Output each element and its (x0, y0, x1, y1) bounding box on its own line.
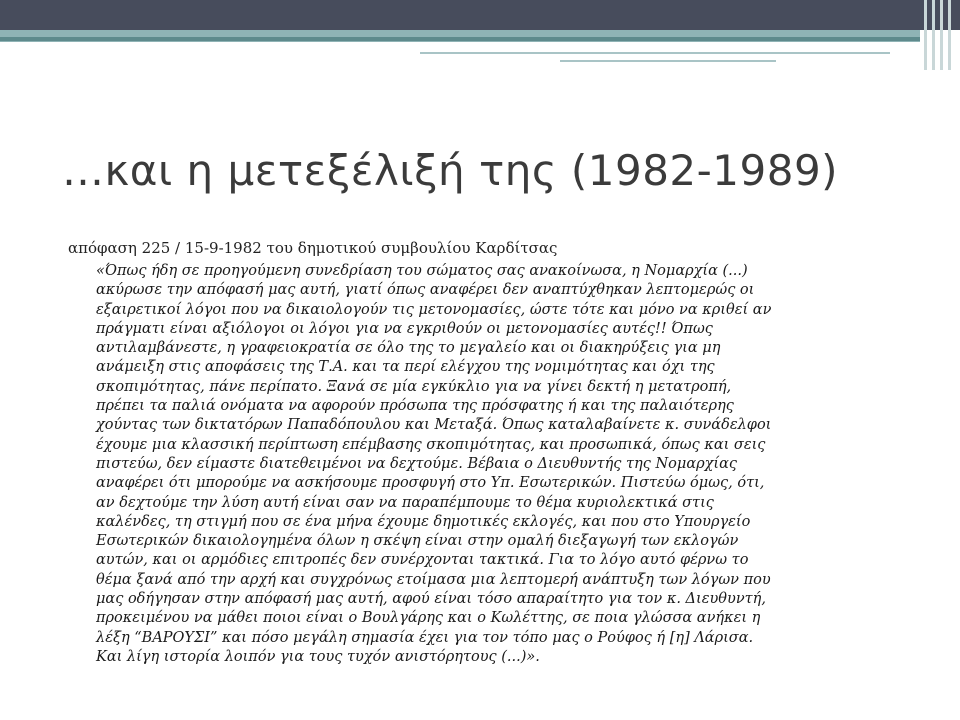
accent-band-dark (0, 37, 920, 41)
quote-line: αυτών, και οι αρμόδιες επιτροπές δεν συνέρχονται τακτικά. Για το λόγο αυτό φέρνω το (96, 552, 749, 569)
slide-subtitle: απόφαση 225 / 15-9-1982 του δημοτικού συμβουλίου Καρδίτσας (68, 239, 558, 257)
quote-line: αν δεχτούμε την λύση αυτή είναι σαν να παραπέμπουμε το θέμα κυριολεκτικά στις (96, 494, 714, 511)
quote-line: λέξη “ΒΑΡΟΥΣΙ” και πόσο μεγάλη σημασία έχει για τον τόπο μας ο Ρούφος ή [η] Λάρισα. (96, 629, 754, 646)
quote-line: έχουμε μια κλασσική περίπτωση επέμβασης σκοπιμότητας, και προσωπικά, όπως και σεις (96, 436, 766, 453)
quote-line: αντιλαμβάνεστε, η γραφειοκρατία σε όλο της το μεγαλείο και οι διακηρύξεις για μη (96, 340, 721, 357)
quote-line: καλένδες, τη στιγμή που σε ένα μήνα έχουμε δημοτικές εκλογές, και που στο Υπουργείο (96, 513, 751, 530)
quote-line: εξαιρετικοί λόγοι που να δικαιολογούν τις μετονομασίες, ώστε τότε και μόνο να κριθεί αν (96, 301, 772, 318)
quote-line: θέμα ξανά από την αρχή και συγχρόνως ετοίμασα μια λεπτομερή ανάπτυξη των λόγων που (96, 571, 771, 588)
quote-line: πράγματι είναι αξιόλογοι οι λόγοι για να εγκριθούν οι μετονομασίες αυτές!! Όπως (96, 320, 713, 337)
quote-line: χούντας των δικτατόρων Παπαδόπουλου και Μεταξά. Όπως καταλαβαίνετε κ. συνάδελφοι (96, 417, 772, 434)
slide-title: …και η μετεξέλιξή της (1982-1989) (62, 146, 839, 195)
quote-line: αναφέρει ότι μπορούμε να ασκήσουμε προσφυγή στο Υπ. Εσωτερικών. Πιστεύω όμως, ότι, (96, 475, 765, 492)
quote-line: πιστεύω, δεν είμαστε διατεθειμένοι να δεχτούμε. Βέβαια ο Διευθυντής της Νομαρχίας (96, 455, 738, 472)
header-band (0, 0, 960, 30)
quote-line: Εσωτερικών δικαιολογημένα όλων η σκέψη είναι στην ομαλή διεξαγωγή των εκλογών (96, 533, 739, 550)
quote-text (96, 262, 906, 667)
quote-line: ανάμειξη στις αποφάσεις της Τ.Α. και τα περί ελέγχου της νομιμότητας και όχι της (96, 359, 715, 376)
quote-line: μας οδήγησαν στην απόφασή μας αυτή, αφού είναι τόσο απαραίτητο για τον κ. Διευθυντή, (96, 591, 766, 608)
quote-line: σκοπιμότητας, πάνε περίπατο. Ξανά σε μία εγκύκλιο για να γίνει δεκτή η μετατροπή, (96, 378, 732, 395)
decorative-line (420, 52, 890, 54)
quote-line: πρέπει τα παλιά ονόματα να αφορούν πρόσωπα της πρόσφατης ή και της παλαιότερης (96, 398, 734, 415)
decorative-line (560, 60, 776, 62)
quote-line: «Όπως ήδη σε προηγούμενη συνεδρίαση του σώματος σας ανακοίνωσα, η Νομαρχία (...) (96, 263, 748, 279)
quote-line: ακύρωσε την απόφασή μας αυτή, γιατί όπως αναφέρει δεν αναπτύχθηκαν λεπτομερώς οι (96, 282, 755, 299)
quote-line: προκειμένου να μάθει ποιοι είναι ο Βουλγάρης και ο Κωλέττης, σε ποια γλώσσα ανήκει η (96, 610, 761, 627)
corner-decoration (920, 0, 960, 70)
quote-line: Και λίγη ιστορία λοιπόν για τους τυχόν ανιστόρητους (...)». (96, 648, 540, 665)
